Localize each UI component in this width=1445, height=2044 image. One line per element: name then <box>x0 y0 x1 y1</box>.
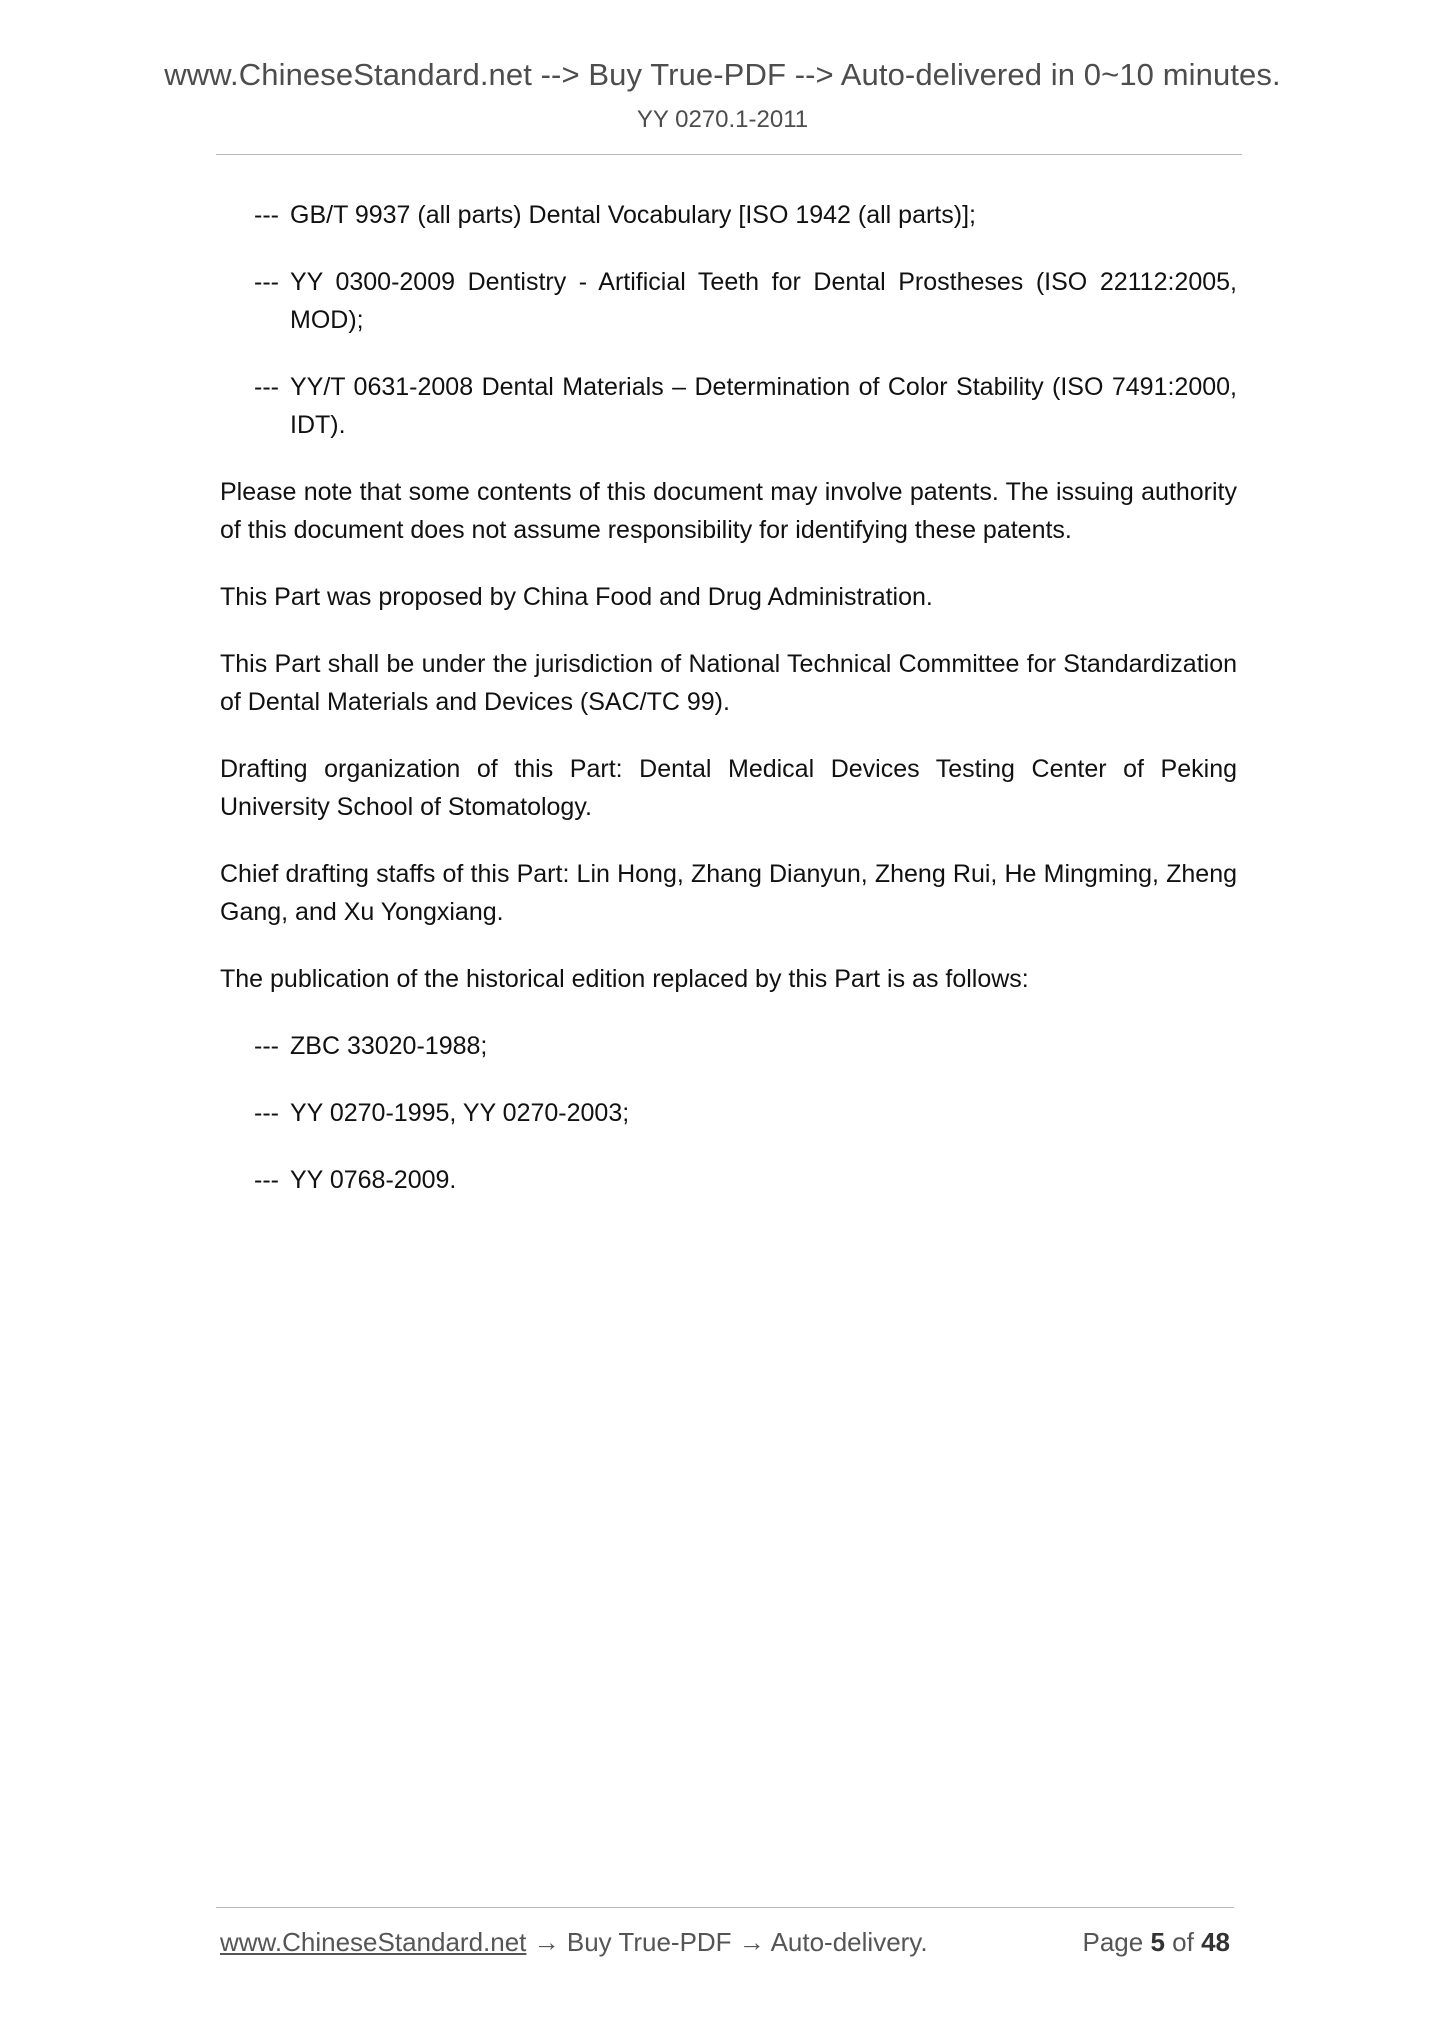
patent-notice: Please note that some contents of this document may involve patents. The issuing authority of this document does not assume responsibility for identifying these patents. <box>220 478 1237 544</box>
of-label: of <box>1172 1927 1194 1957</box>
historical-editions-intro: The publication of the historical edition replaced by this Part is as follows: <box>220 965 1029 993</box>
site-link[interactable]: www.ChineseStandard.net <box>220 1927 527 1957</box>
page-label: Page <box>1082 1927 1144 1957</box>
proposer-statement: This Part was proposed by China Food and Drug Administration. <box>220 583 933 611</box>
drafting-organization: Drafting organization of this Part: Dental Medical Devices Testing Center of Peking University School of Stomatology. <box>220 755 1237 821</box>
list-dash: --- <box>254 268 279 296</box>
page-indicator <box>1082 1927 1230 1958</box>
page-content <box>220 196 1237 1228</box>
total-pages: 48 <box>1201 1927 1230 1957</box>
footer-divider <box>216 1907 1234 1908</box>
reference-text: GB/T 9937 (all parts) Dental Vocabulary [ISO 1942 (all parts)]; <box>290 201 976 229</box>
footer-tagline <box>220 1927 928 1958</box>
edition-text: YY 0270-1995, YY 0270-2003; <box>290 1099 630 1127</box>
edition-text: ZBC 33020-1988; <box>290 1032 488 1060</box>
list-dash: --- <box>254 1166 279 1194</box>
list-dash: --- <box>254 373 286 401</box>
edition-text: YY 0768-2009. <box>290 1166 457 1194</box>
drafting-staff: Chief drafting staffs of this Part: Lin Hong, Zhang Dianyun, Zheng Rui, He Mingming, Zheng Gang, and Xu Yongxiang. <box>220 860 1237 926</box>
reference-item <box>254 196 1237 234</box>
list-dash: --- <box>254 1099 279 1127</box>
edition-item <box>254 1027 1237 1065</box>
footer-tagline-text: → Buy True-PDF → Auto-delivery. <box>526 1927 928 1957</box>
list-dash: --- <box>254 201 279 229</box>
reference-text: YY/T 0631-2008 Dental Materials – Determination of Color Stability (ISO 7491:2000, IDT). <box>290 373 1237 439</box>
edition-item <box>254 1161 1237 1199</box>
document-number: YY 0270.1-2011 <box>636 106 809 133</box>
jurisdiction-statement: This Part shall be under the jurisdiction of National Technical Committee for Standardization of Dental Materials and Devices (SAC/TC 99). <box>220 650 1237 716</box>
page-number: 5 <box>1150 1927 1165 1957</box>
site-banner: www.ChineseStandard.net --> Buy True-PDF --> Auto-delivered in 0~10 minutes. <box>164 57 1281 92</box>
reference-item <box>254 368 1237 444</box>
header-divider <box>216 154 1242 155</box>
reference-item <box>254 263 1237 339</box>
edition-item <box>254 1094 1237 1132</box>
reference-text: YY 0300-2009 Dentistry - Artificial Teeth for Dental Prostheses (ISO 22112:2005, MOD); <box>290 268 1237 334</box>
list-dash: --- <box>254 1032 279 1060</box>
